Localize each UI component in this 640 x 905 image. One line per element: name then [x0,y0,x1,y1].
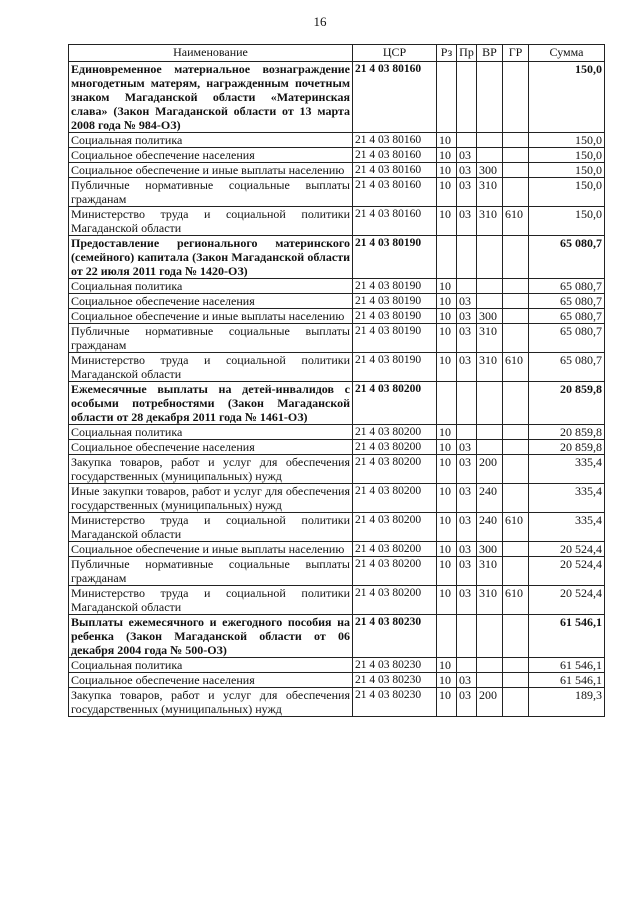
cell-name: Социальная политика [69,279,353,294]
cell-vr: 200 [477,455,503,484]
budget-table [68,44,605,717]
cell-pr [457,62,477,133]
table-row [69,236,605,279]
cell-name: Социальное обеспечение населения [69,148,353,163]
table-row [69,382,605,425]
table-row [69,148,605,163]
cell-csr: 21 4 03 80160 [353,178,437,207]
cell-gr [503,658,529,673]
cell-name: Социальное обеспечение и иные выплаты населению [69,163,353,178]
cell-sum: 150,0 [529,133,605,148]
cell-gr [503,484,529,513]
cell-gr [503,425,529,440]
cell-rz: 10 [437,484,457,513]
table-row [69,279,605,294]
cell-vr: 300 [477,309,503,324]
table-row [69,586,605,615]
cell-rz: 10 [437,658,457,673]
table-row [69,513,605,542]
cell-name: Иные закупки товаров, работ и услуг для обеспечения государственных (муниципальных) нужд [69,484,353,513]
cell-name: Социальное обеспечение населения [69,440,353,455]
cell-gr [503,673,529,688]
cell-pr [457,425,477,440]
cell-vr [477,673,503,688]
table-row [69,207,605,236]
cell-csr: 21 4 03 80200 [353,382,437,425]
cell-sum: 65 080,7 [529,294,605,309]
cell-csr: 21 4 03 80190 [353,324,437,353]
cell-csr: 21 4 03 80190 [353,353,437,382]
cell-pr: 03 [457,513,477,542]
cell-vr [477,294,503,309]
table-row [69,425,605,440]
cell-csr: 21 4 03 80160 [353,133,437,148]
cell-csr: 21 4 03 80160 [353,148,437,163]
cell-pr [457,236,477,279]
cell-sum: 61 546,1 [529,658,605,673]
cell-csr: 21 4 03 80200 [353,484,437,513]
cell-sum: 20 524,4 [529,586,605,615]
table-row [69,294,605,309]
cell-csr: 21 4 03 80200 [353,586,437,615]
table-row [69,673,605,688]
cell-name: Министерство труда и социальной политики Магаданской области [69,207,353,236]
cell-pr [457,133,477,148]
cell-vr [477,382,503,425]
cell-vr [477,279,503,294]
cell-csr: 21 4 03 80190 [353,236,437,279]
cell-sum: 20 524,4 [529,557,605,586]
cell-pr [457,279,477,294]
cell-gr: 610 [503,513,529,542]
table-row [69,163,605,178]
cell-gr [503,615,529,658]
cell-name: Министерство труда и социальной политики Магаданской области [69,586,353,615]
cell-vr: 310 [477,207,503,236]
cell-pr: 03 [457,688,477,717]
cell-sum: 150,0 [529,62,605,133]
cell-pr: 03 [457,178,477,207]
cell-sum: 65 080,7 [529,324,605,353]
cell-csr: 21 4 03 80200 [353,557,437,586]
cell-name: Закупка товаров, работ и услуг для обеспечения государственных (муниципальных) нужд [69,455,353,484]
cell-sum: 335,4 [529,513,605,542]
header-vr: ВР [477,45,503,62]
cell-pr: 03 [457,673,477,688]
cell-vr: 300 [477,542,503,557]
cell-pr [457,382,477,425]
cell-vr: 310 [477,586,503,615]
cell-rz: 10 [437,455,457,484]
cell-vr: 310 [477,324,503,353]
cell-gr [503,133,529,148]
cell-rz [437,382,457,425]
cell-vr: 240 [477,513,503,542]
cell-sum: 189,3 [529,688,605,717]
cell-csr: 21 4 03 80160 [353,163,437,178]
cell-name: Социальное обеспечение населения [69,673,353,688]
cell-rz: 10 [437,513,457,542]
cell-vr [477,133,503,148]
cell-vr: 240 [477,484,503,513]
cell-sum: 20 859,8 [529,425,605,440]
table-header-row [69,45,605,62]
cell-rz: 10 [437,148,457,163]
cell-csr: 21 4 03 80160 [353,207,437,236]
header-rz: Рз [437,45,457,62]
cell-rz: 10 [437,163,457,178]
table-row [69,658,605,673]
table-row [69,353,605,382]
cell-pr: 03 [457,309,477,324]
cell-rz: 10 [437,207,457,236]
cell-sum: 65 080,7 [529,236,605,279]
cell-sum: 20 524,4 [529,542,605,557]
table-row [69,542,605,557]
cell-pr [457,615,477,658]
cell-rz: 10 [437,324,457,353]
cell-sum: 20 859,8 [529,440,605,455]
cell-vr: 310 [477,353,503,382]
cell-rz: 10 [437,673,457,688]
table-row [69,484,605,513]
cell-pr: 03 [457,294,477,309]
cell-sum: 335,4 [529,455,605,484]
table-row [69,688,605,717]
cell-sum: 65 080,7 [529,279,605,294]
table-row [69,615,605,658]
table-row [69,440,605,455]
cell-csr: 21 4 03 80200 [353,542,437,557]
table-row [69,133,605,148]
cell-rz: 10 [437,309,457,324]
cell-gr [503,148,529,163]
header-sum: Сумма [529,45,605,62]
cell-vr [477,236,503,279]
cell-gr [503,294,529,309]
cell-sum: 65 080,7 [529,353,605,382]
cell-pr: 03 [457,557,477,586]
cell-vr [477,148,503,163]
cell-name: Социальная политика [69,658,353,673]
cell-csr: 21 4 03 80200 [353,440,437,455]
cell-rz: 10 [437,440,457,455]
cell-name: Министерство труда и социальной политики Магаданской области [69,353,353,382]
cell-csr: 21 4 03 80160 [353,62,437,133]
cell-name: Единовременное материальное вознаграждение многодетным матерям, награжденным почетным знаком Магаданской области «Материнская слава» (Закон Магаданской области от 13 марта 2008 года № 984-ОЗ) [69,62,353,133]
cell-pr: 03 [457,324,477,353]
cell-name: Публичные нормативные социальные выплаты гражданам [69,324,353,353]
table-row [69,455,605,484]
cell-vr: 310 [477,178,503,207]
cell-gr: 610 [503,586,529,615]
table-row [69,309,605,324]
cell-gr [503,279,529,294]
cell-sum: 150,0 [529,178,605,207]
cell-name: Министерство труда и социальной политики Магаданской области [69,513,353,542]
cell-csr: 21 4 03 80230 [353,688,437,717]
cell-rz: 10 [437,294,457,309]
cell-pr: 03 [457,163,477,178]
header-csr: ЦСР [353,45,437,62]
header-pr: Пр [457,45,477,62]
cell-gr [503,455,529,484]
cell-rz: 10 [437,542,457,557]
cell-gr [503,324,529,353]
table-row [69,557,605,586]
cell-name: Социальное обеспечение населения [69,294,353,309]
cell-name: Предоставление регионального материнского (семейного) капитала (Закон Магаданской области от 22 июля 2011 года № 1420-ОЗ) [69,236,353,279]
cell-gr: 610 [503,207,529,236]
cell-name: Публичные нормативные социальные выплаты гражданам [69,557,353,586]
cell-rz: 10 [437,178,457,207]
cell-gr [503,382,529,425]
cell-name: Публичные нормативные социальные выплаты гражданам [69,178,353,207]
cell-gr: 610 [503,353,529,382]
cell-gr [503,542,529,557]
cell-csr: 21 4 03 80230 [353,615,437,658]
cell-gr [503,163,529,178]
cell-sum: 61 546,1 [529,673,605,688]
cell-name: Социальная политика [69,133,353,148]
cell-rz [437,62,457,133]
cell-sum: 335,4 [529,484,605,513]
cell-rz: 10 [437,688,457,717]
cell-pr: 03 [457,484,477,513]
cell-name: Выплаты ежемесячного и ежегодного пособия на ребенка (Закон Магаданской области от 06 декабря 2004 года № 500-ОЗ) [69,615,353,658]
cell-rz [437,615,457,658]
cell-pr: 03 [457,455,477,484]
cell-pr: 03 [457,440,477,455]
cell-gr [503,440,529,455]
cell-csr: 21 4 03 80190 [353,309,437,324]
cell-csr: 21 4 03 80230 [353,673,437,688]
cell-sum: 150,0 [529,163,605,178]
cell-rz: 10 [437,353,457,382]
cell-rz: 10 [437,557,457,586]
cell-pr: 03 [457,207,477,236]
header-gr: ГР [503,45,529,62]
cell-csr: 21 4 03 80230 [353,658,437,673]
page-number: 16 [313,14,327,29]
cell-name: Ежемесячные выплаты на детей-инвалидов с особыми потребностями (Закон Магаданской области от 28 декабря 2011 года № 1461-ОЗ) [69,382,353,425]
cell-pr: 03 [457,353,477,382]
cell-pr [457,658,477,673]
cell-gr [503,557,529,586]
cell-rz: 10 [437,133,457,148]
cell-pr: 03 [457,542,477,557]
cell-name: Социальное обеспечение и иные выплаты населению [69,542,353,557]
cell-name: Социальное обеспечение и иные выплаты населению [69,309,353,324]
cell-name: Социальная политика [69,425,353,440]
cell-sum: 20 859,8 [529,382,605,425]
table-row [69,62,605,133]
table-body [69,62,605,717]
cell-rz: 10 [437,586,457,615]
cell-gr [503,309,529,324]
table-row [69,324,605,353]
cell-pr: 03 [457,586,477,615]
cell-csr: 21 4 03 80190 [353,294,437,309]
cell-vr: 300 [477,163,503,178]
cell-vr [477,440,503,455]
cell-vr [477,62,503,133]
cell-vr: 310 [477,557,503,586]
cell-name: Закупка товаров, работ и услуг для обеспечения государственных (муниципальных) нужд [69,688,353,717]
cell-vr [477,425,503,440]
cell-rz: 10 [437,425,457,440]
cell-csr: 21 4 03 80200 [353,513,437,542]
header-name: Наименование [69,45,353,62]
cell-gr [503,236,529,279]
cell-gr [503,688,529,717]
cell-csr: 21 4 03 80200 [353,425,437,440]
cell-csr: 21 4 03 80190 [353,279,437,294]
cell-sum: 150,0 [529,148,605,163]
table-row [69,178,605,207]
cell-pr: 03 [457,148,477,163]
cell-sum: 150,0 [529,207,605,236]
cell-sum: 61 546,1 [529,615,605,658]
cell-gr [503,178,529,207]
cell-gr [503,62,529,133]
cell-rz: 10 [437,279,457,294]
cell-csr: 21 4 03 80200 [353,455,437,484]
cell-rz [437,236,457,279]
cell-vr: 200 [477,688,503,717]
cell-sum: 65 080,7 [529,309,605,324]
cell-vr [477,615,503,658]
cell-vr [477,658,503,673]
